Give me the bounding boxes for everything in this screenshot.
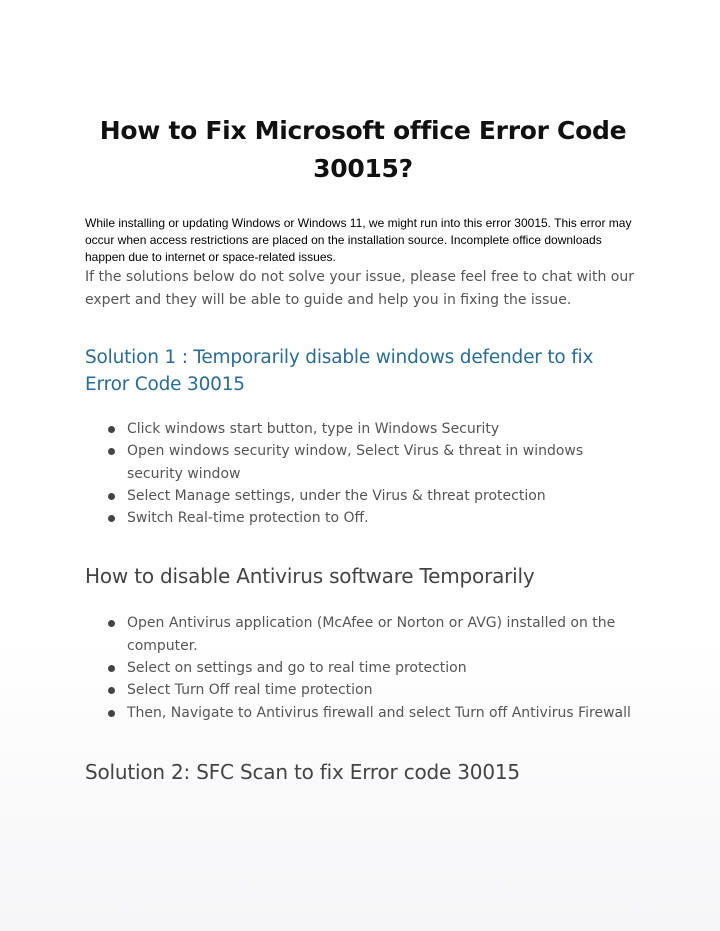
bullet-icon: [108, 620, 115, 627]
bullet-icon: [108, 426, 115, 433]
list-item: [85, 507, 641, 529]
document-content: [85, 112, 641, 786]
list-item-text: Click windows start button, type in Windows Security: [127, 421, 500, 437]
bullet-icon: [108, 665, 115, 672]
bullet-icon: [108, 687, 115, 694]
list-item-text: Switch Real-time protection to Off.: [127, 510, 369, 527]
list-item: [85, 485, 641, 507]
list-item: [85, 612, 641, 657]
bullet-icon: [108, 710, 115, 717]
solution-1-heading: Solution 1 : Temporarily disable windows defender to fix Error Code 30015: [85, 347, 594, 395]
bullet-icon: [108, 515, 115, 522]
bullet-icon: [108, 448, 115, 455]
solution-2-heading: Solution 2: SFC Scan to fix Error code 30015: [85, 759, 520, 784]
antivirus-heading: How to disable Antivirus software Temporarily: [85, 564, 535, 589]
list-item-text: Open Antivirus application (McAfee or Norton or AVG) installed on the computer.: [127, 615, 616, 654]
list-item: [85, 679, 641, 701]
help-paragraph: If the solutions below do not solve your issue, please feel free to chat with our expert and they will be able to guide and help you in fixing the issue.: [85, 269, 634, 308]
page-title: How to Fix Microsoft office Error Code 30015?: [99, 116, 627, 183]
list-item-text: Select Turn Off real time protection: [127, 682, 373, 699]
list-item: [85, 702, 641, 724]
intro-paragraph: While installing or updating Windows or Windows 11, we might run into this error 30015. This error may occur when access restrictions are placed on the installation source. Incomplete office downloads happen due to internet or space-related issues.: [85, 216, 632, 264]
list-item-text: Then, Navigate to Antivirus firewall and select Turn off Antivirus Firewall: [127, 704, 631, 721]
list-item-text: Select on settings and go to real time protection: [127, 660, 467, 677]
list-item: [85, 418, 641, 440]
bullet-icon: [108, 493, 115, 500]
list-item: [85, 657, 641, 679]
list-item: [85, 440, 641, 485]
solution-1-steps-list: [85, 418, 641, 529]
list-item-text: Select Manage settings, under the Virus & threat protection: [127, 487, 546, 504]
antivirus-steps-list: [85, 612, 641, 723]
list-item-text: Open windows security window, Select Virus & threat in windows security window: [127, 443, 584, 482]
